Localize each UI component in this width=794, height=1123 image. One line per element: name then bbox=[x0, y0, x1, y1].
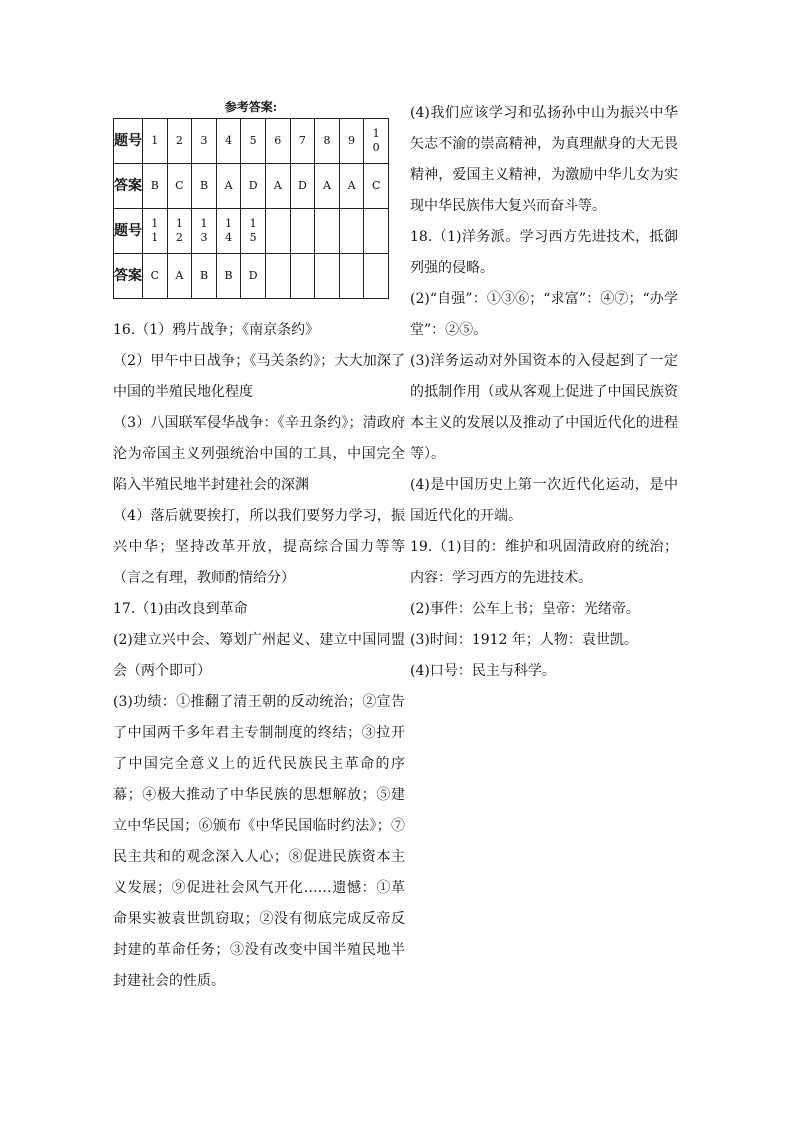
right-answers bbox=[410, 98, 678, 687]
answer-paragraph: (4)我们应该学习和弘扬孙中山为振兴中华矢志不渝的崇高精神，为真理献身的大无畏精神，爱国主义精神，为激励中华儿女为实现中华民族伟大复兴而奋斗等。 bbox=[410, 105, 678, 214]
answer-letter bbox=[364, 254, 389, 299]
row-header-question: 题号 bbox=[114, 119, 143, 164]
question-number: 1 bbox=[143, 119, 168, 164]
question-number: 13 bbox=[192, 209, 217, 254]
answer-key-title: 参考答案: bbox=[224, 100, 278, 114]
answer-paragraph: (3)功绩：①推翻了清王朝的反动统治；②宣告了中国两千多年君主专制制度的终结；③拉开了中国完全意义上的近代民族民主革命的序幕；④极大推动了中华民族的思想解放；⑤建立中华民国；⑥颁布《中华民国临时约法》；⑦民主共和的观念深入人心；⑧促进民族资本主义发展；⑨促进社会风气开化……遗憾：①革命果实被袁世凯窃取；②没有彻底完成反帝反封建的革命任务；③没有改变中国半殖民地半封建社会的性质。 bbox=[113, 694, 405, 989]
answer-letter bbox=[290, 254, 315, 299]
left-column bbox=[113, 98, 405, 997]
table-row bbox=[114, 164, 389, 209]
answer-paragraph: (2)建立兴中会、筹划广州起义、建立中国同盟会（两个即可） bbox=[113, 632, 405, 679]
question-number: 10 bbox=[364, 119, 389, 164]
table-row bbox=[114, 254, 389, 299]
answer-paragraph: 17.（1)由改良到革命 bbox=[113, 601, 248, 617]
question-number bbox=[265, 209, 290, 254]
answer-paragraph: （3）八国联军侵华战争：《辛丑条约》；清政府沦为帝国主义列强统治中国的工具，中国完全陷入半殖民地半封建社会的深渊 bbox=[113, 415, 405, 493]
answer-paragraph: (2)事件：公车上书；皇帝：光绪帝。 bbox=[410, 601, 640, 617]
answer-letter: A bbox=[216, 164, 241, 209]
answer-paragraph: （4）落后就要挨打，所以我们要努力学习，振兴中华；坚持改革开放，提高综合国力等等（言之有理，教师酌情给分） bbox=[113, 508, 405, 586]
question-number: 8 bbox=[315, 119, 340, 164]
answer-letter: A bbox=[339, 164, 364, 209]
question-number: 12 bbox=[167, 209, 192, 254]
table-row bbox=[114, 119, 389, 164]
question-number: 6 bbox=[265, 119, 290, 164]
question-number: 7 bbox=[290, 119, 315, 164]
answer-letter: D bbox=[241, 164, 266, 209]
question-number bbox=[315, 209, 340, 254]
answer-letter: A bbox=[265, 164, 290, 209]
answer-letter bbox=[315, 254, 340, 299]
answer-letter: A bbox=[315, 164, 340, 209]
answer-letter: B bbox=[143, 164, 168, 209]
answer-paragraph: (2)“自强”：①③⑥；“求富”：④⑦；“办学堂”：②⑤。 bbox=[410, 291, 678, 338]
question-number bbox=[364, 209, 389, 254]
table-row bbox=[114, 209, 389, 254]
answer-table bbox=[113, 118, 389, 299]
answer-letter: B bbox=[216, 254, 241, 299]
question-number: 15 bbox=[241, 209, 266, 254]
question-number: 14 bbox=[216, 209, 241, 254]
answer-letter: C bbox=[167, 164, 192, 209]
answer-letter: B bbox=[192, 254, 217, 299]
answer-paragraph: 16.（1）鸦片战争；《南京条约》 bbox=[113, 322, 320, 338]
answer-letter: A bbox=[167, 254, 192, 299]
answer-letter: D bbox=[290, 164, 315, 209]
answer-paragraph: 18.（1)洋务派。学习西方先进技术，抵御列强的侵略。 bbox=[410, 229, 678, 276]
answer-paragraph: 19.（1)目的：维护和巩固清政府的统治；内容：学习西方的先进技术。 bbox=[410, 539, 678, 586]
answer-letter: C bbox=[364, 164, 389, 209]
right-column bbox=[410, 98, 678, 687]
answer-letter bbox=[339, 254, 364, 299]
answer-paragraph: (3)时间：1912 年；人物：袁世凯。 bbox=[410, 632, 638, 648]
answer-paragraph: (3)洋务运动对外国资本的入侵起到了一定的抵制作用（或从客观上促进了中国民族资本主义的发展以及推动了中国近代化的进程等）。 bbox=[410, 353, 678, 462]
question-number: 11 bbox=[143, 209, 168, 254]
question-number: 5 bbox=[241, 119, 266, 164]
answer-paragraph: （2）甲午中日战争；《马关条约》；大大加深了中国的半殖民地化程度 bbox=[113, 353, 405, 400]
question-number: 2 bbox=[167, 119, 192, 164]
answer-paragraph: (4)是中国历史上第一次近代化运动，是中国近代化的开端。 bbox=[410, 477, 678, 524]
answer-letter bbox=[265, 254, 290, 299]
left-answers bbox=[113, 315, 405, 997]
question-number bbox=[339, 209, 364, 254]
question-number: 3 bbox=[192, 119, 217, 164]
question-number: 4 bbox=[216, 119, 241, 164]
row-header-answer: 答案 bbox=[114, 254, 143, 299]
question-number: 9 bbox=[339, 119, 364, 164]
answer-paragraph: (4)口号：民主与科学。 bbox=[410, 663, 556, 679]
question-number bbox=[290, 209, 315, 254]
row-header-question: 题号 bbox=[114, 209, 143, 254]
answer-letter: C bbox=[143, 254, 168, 299]
row-header-answer: 答案 bbox=[114, 164, 143, 209]
answer-letter: B bbox=[192, 164, 217, 209]
answer-letter: D bbox=[241, 254, 266, 299]
